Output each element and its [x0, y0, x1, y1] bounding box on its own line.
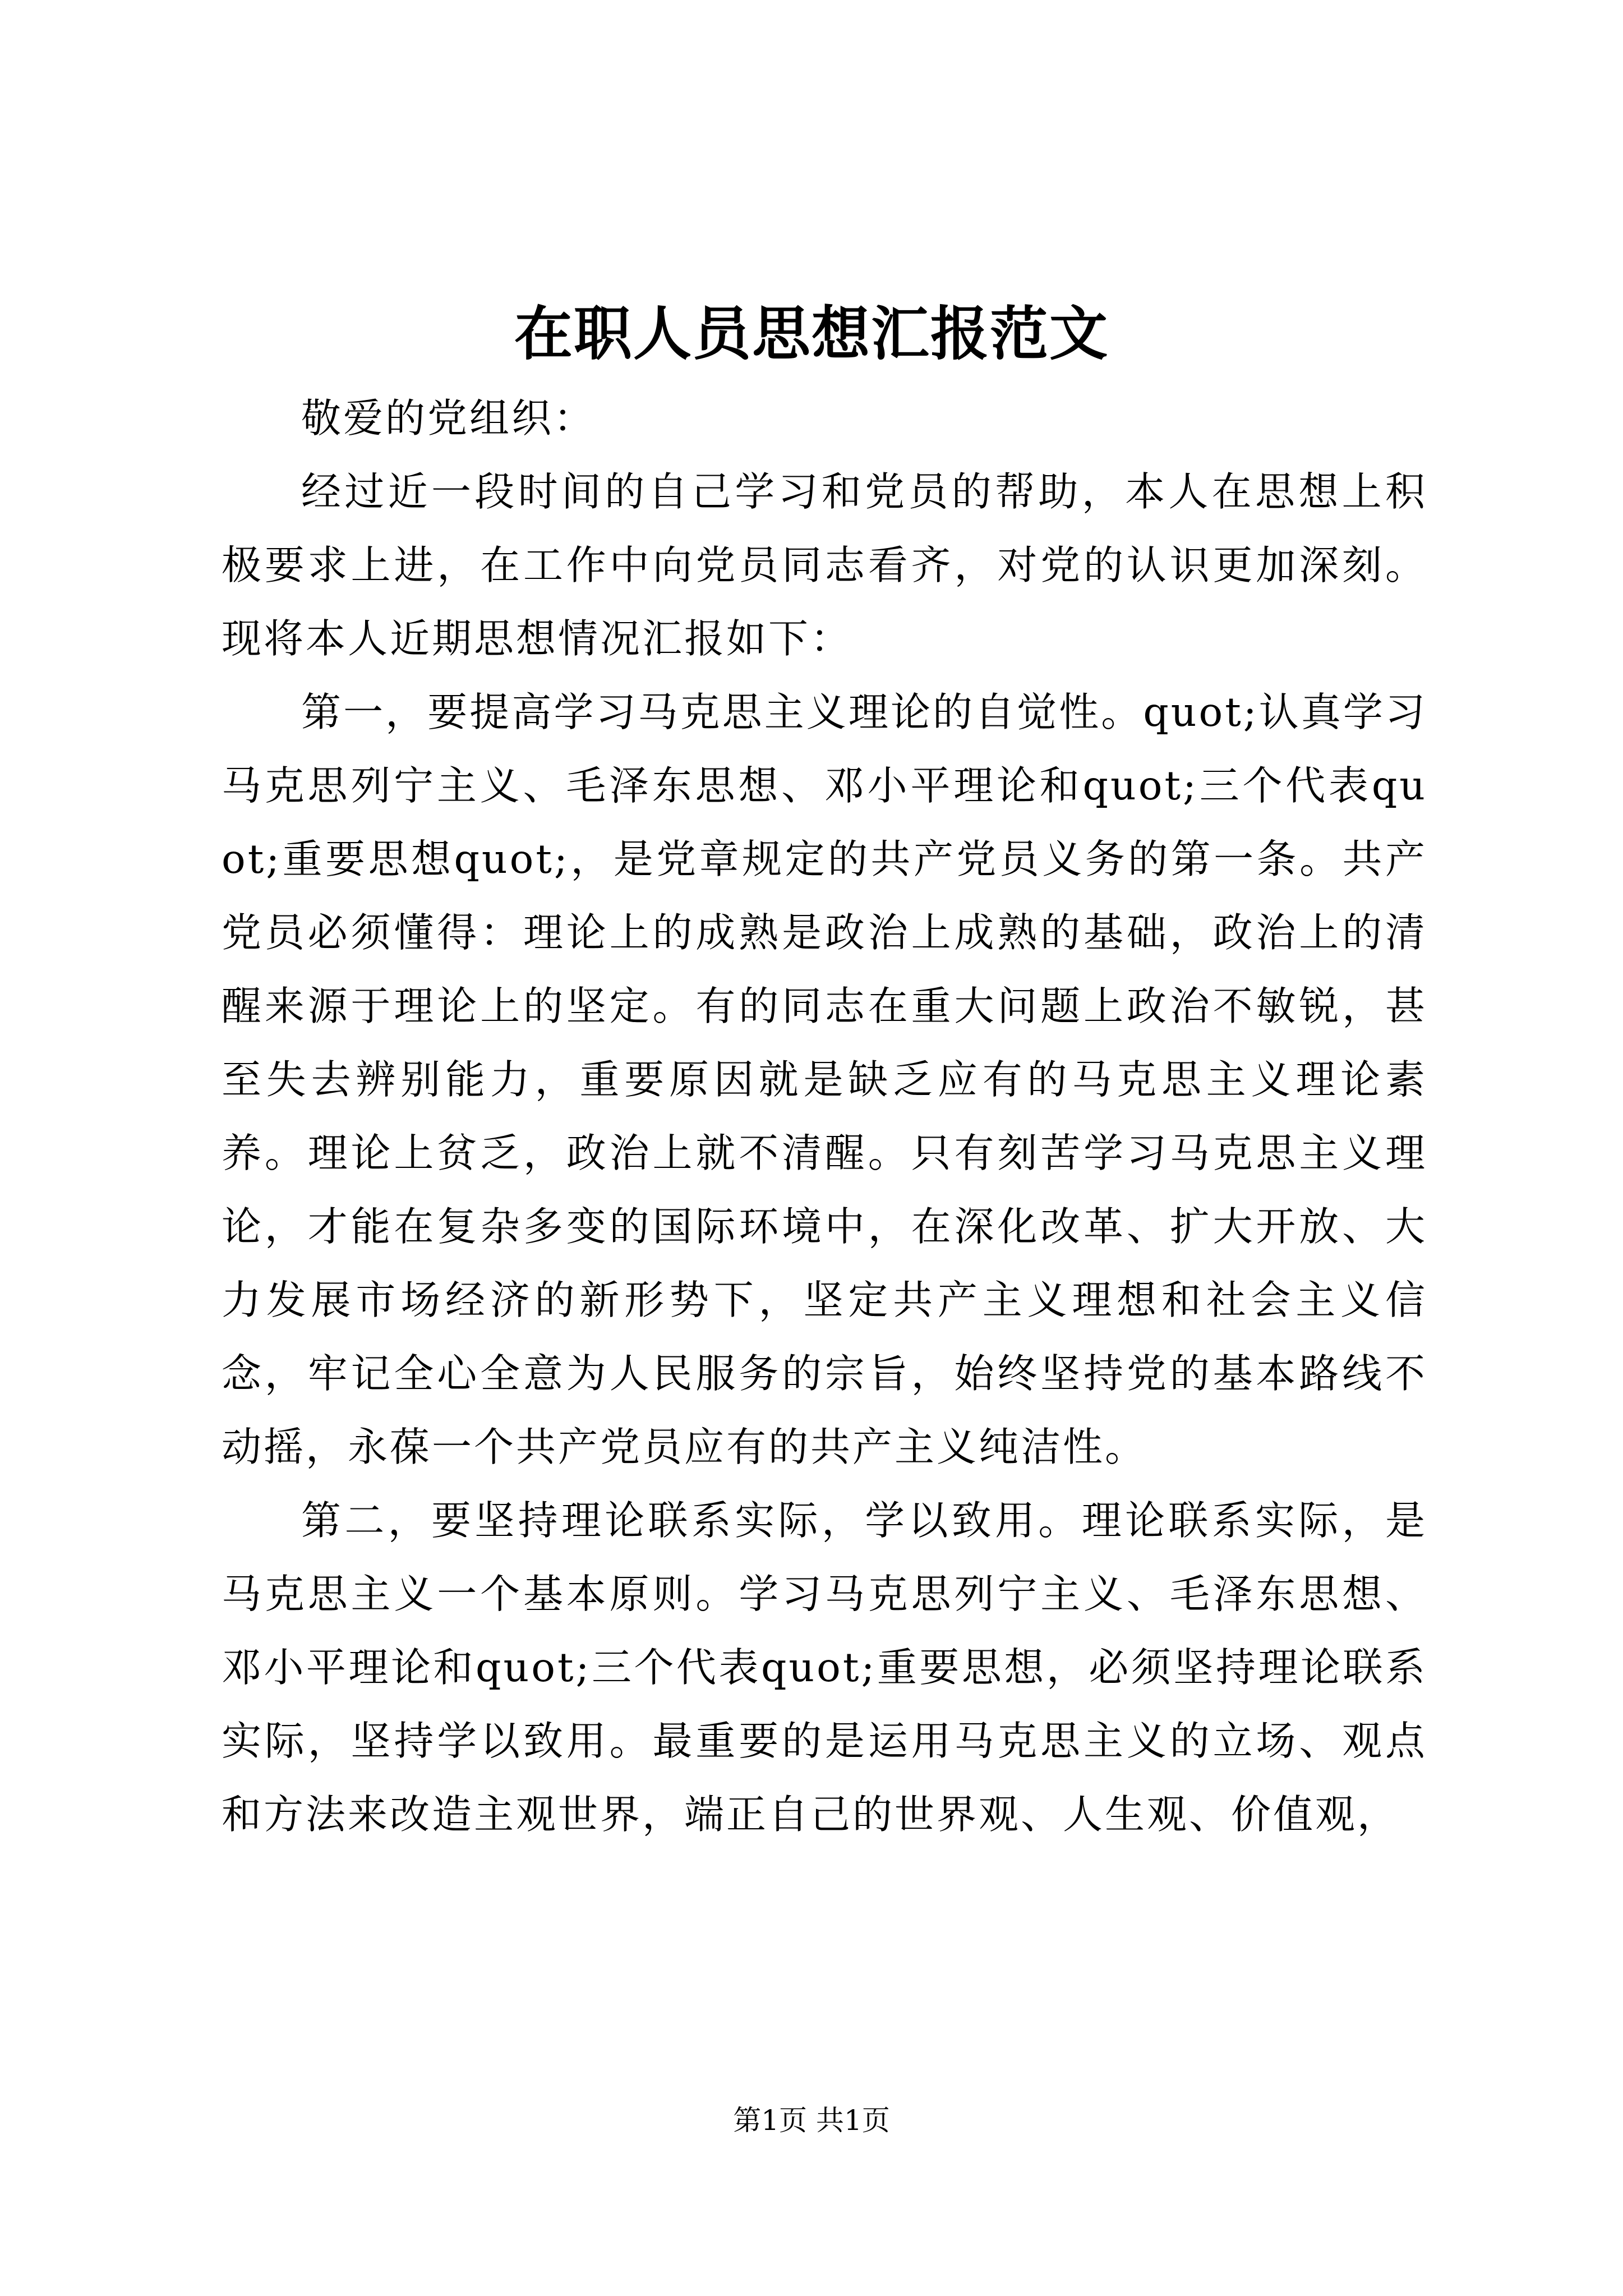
paragraph-intro: 经过近一段时间的自己学习和党员的帮助，本人在思想上积极要求上进，在工作中向党员同志看齐，对党的认识更加深刻。现将本人近期思想情况汇报如下： [222, 468, 1427, 662]
paragraph-first-point: 第一，要提高学习马克思主义理论的自觉性。quot;认真学习马克思列宁主义、毛泽东思想、邓小平理论和quot;三个代表quot;重要思想quot;，是党章规定的共产党员义务的第一条。共产党员必须懂得：理论上的成熟是政治上成熟的基础，政治上的清醒来源于理论上的坚定。有的同志在重大问题上政治不敏锐，甚至失去辨别能力，重要原因就是缺乏应有的马克思主义理论素养。理论上贫乏，政治上就不清醒。只有刻苦学习马克思主义理论，才能在复杂多变的国际环境中，在深化改革、扩大开放、大力发展市场经济的新形势下，坚定共产主义理想和社会主义信念，牢记全心全意为人民服务的宗旨，始终坚持党的基本路线不动摇，永葆一个共产党员应有的共产主义纯洁性。 [222, 689, 1427, 1470]
page-number-footer: 第1页 共1页 [733, 2104, 890, 2137]
salutation: 敬爱的党组织： [301, 395, 596, 441]
document-title: 在职人员思想汇报范文 [514, 299, 1109, 368]
paragraph-second-point: 第二，要坚持理论联系实际，学以致用。理论联系实际，是马克思主义一个基本原则。学习马克思列宁主义、毛泽东思想、邓小平理论和quot;三个代表quot;重要思想，必须坚持理论联系实际，坚持学以致用。最重要的是运用马克思主义的立场、观点和方法来改造主观世界，端正自己的世界观、人生观、价值观， [222, 1497, 1427, 1838]
document-body [222, 381, 1427, 1851]
